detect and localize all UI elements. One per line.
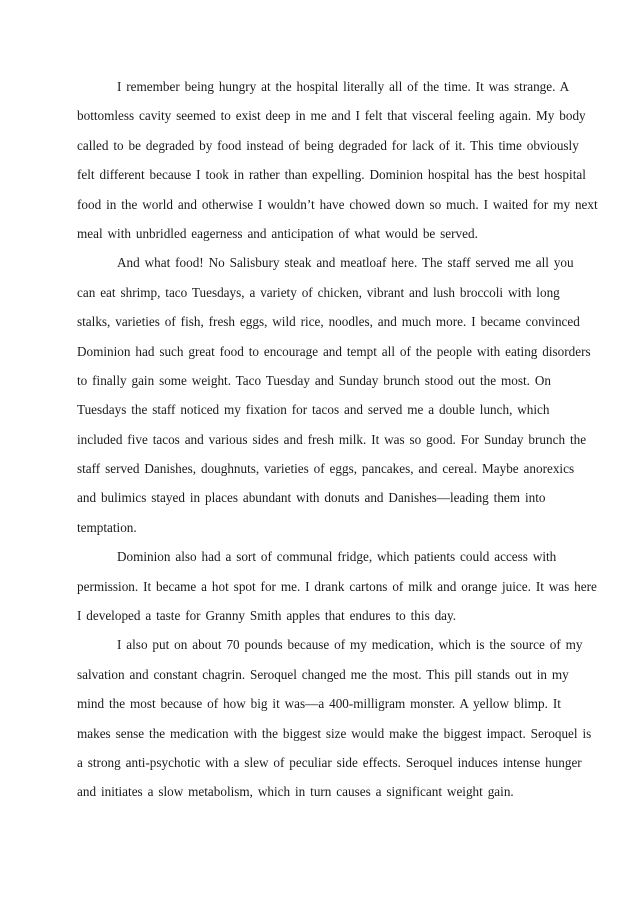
text-line: and bulimics stayed in places abundant with donuts and Danishes—leading them into [77,490,546,506]
text-line: temptation. [77,519,137,535]
text-line: makes sense the medication with the biggest size would make the biggest impact. Seroquel is [77,725,592,741]
text-line: mind the most because of how big it was—a 400-milligram monster. A yellow blimp. It [77,696,561,712]
paragraph-first-line: I remember being hungry at the hospital literally all of the time. It was strange. A [117,79,570,94]
text-line: can eat shrimp, taco Tuesdays, a variety of chicken, vibrant and lush broccoli with long [77,284,560,300]
text-line: salvation and constant chagrin. Seroquel changed me the most. This pill stands out in my [77,666,569,682]
text-line: meal with unbridled eagerness and anticipation of what would be served. [77,225,478,241]
text-line: and initiates a slow metabolism, which in turn causes a significant weight gain. [77,784,514,800]
paragraph-first-line: I also put on about 70 pounds because of my medication, which is the source of my [117,637,583,653]
text-line: called to be degraded by food instead of being degraded for lack of it. This time obviously [77,137,579,153]
text-line: bottomless cavity seemed to exist deep in me and I felt that visceral feeling again. My body [77,108,586,124]
text-line: food in the world and otherwise I wouldn’t have chowed down so much. I waited for my next [77,196,598,212]
paragraph-first-line: Dominion also had a sort of communal fridge, which patients could access with [117,549,557,565]
text-line: Tuesdays the staff noticed my fixation for tacos and served me a double lunch, which [77,402,550,418]
text-line: felt different because I took in rather than expelling. Dominion hospital has the best hospital [77,167,586,183]
text-line: to finally gain some weight. Taco Tuesday and Sunday brunch stood out the most. On [77,372,551,388]
text-line: included five tacos and various sides and fresh milk. It was so good. For Sunday brunch the [77,431,587,447]
text-line: I developed a taste for Granny Smith apples that endures to this day. [77,608,457,624]
text-line: stalks, varieties of fish, fresh eggs, wild rice, noodles, and much more. I became convinced [77,314,580,330]
text-line: a strong anti-psychotic with a slew of peculiar side effects. Seroquel induces intense hunger [77,754,582,770]
text-line: Dominion had such great food to encourage and tempt all of the people with eating disorders [77,343,591,359]
document-body [77,72,598,807]
text-line: permission. It became a hot spot for me. I drank cartons of milk and orange juice. It was here [77,578,597,594]
text-line: staff served Danishes, doughnuts, varieties of eggs, pancakes, and cereal. Maybe anorexics [77,461,575,477]
paragraph-first-line: And what food! No Salisbury steak and meatloaf here. The staff served me all you [117,255,574,271]
